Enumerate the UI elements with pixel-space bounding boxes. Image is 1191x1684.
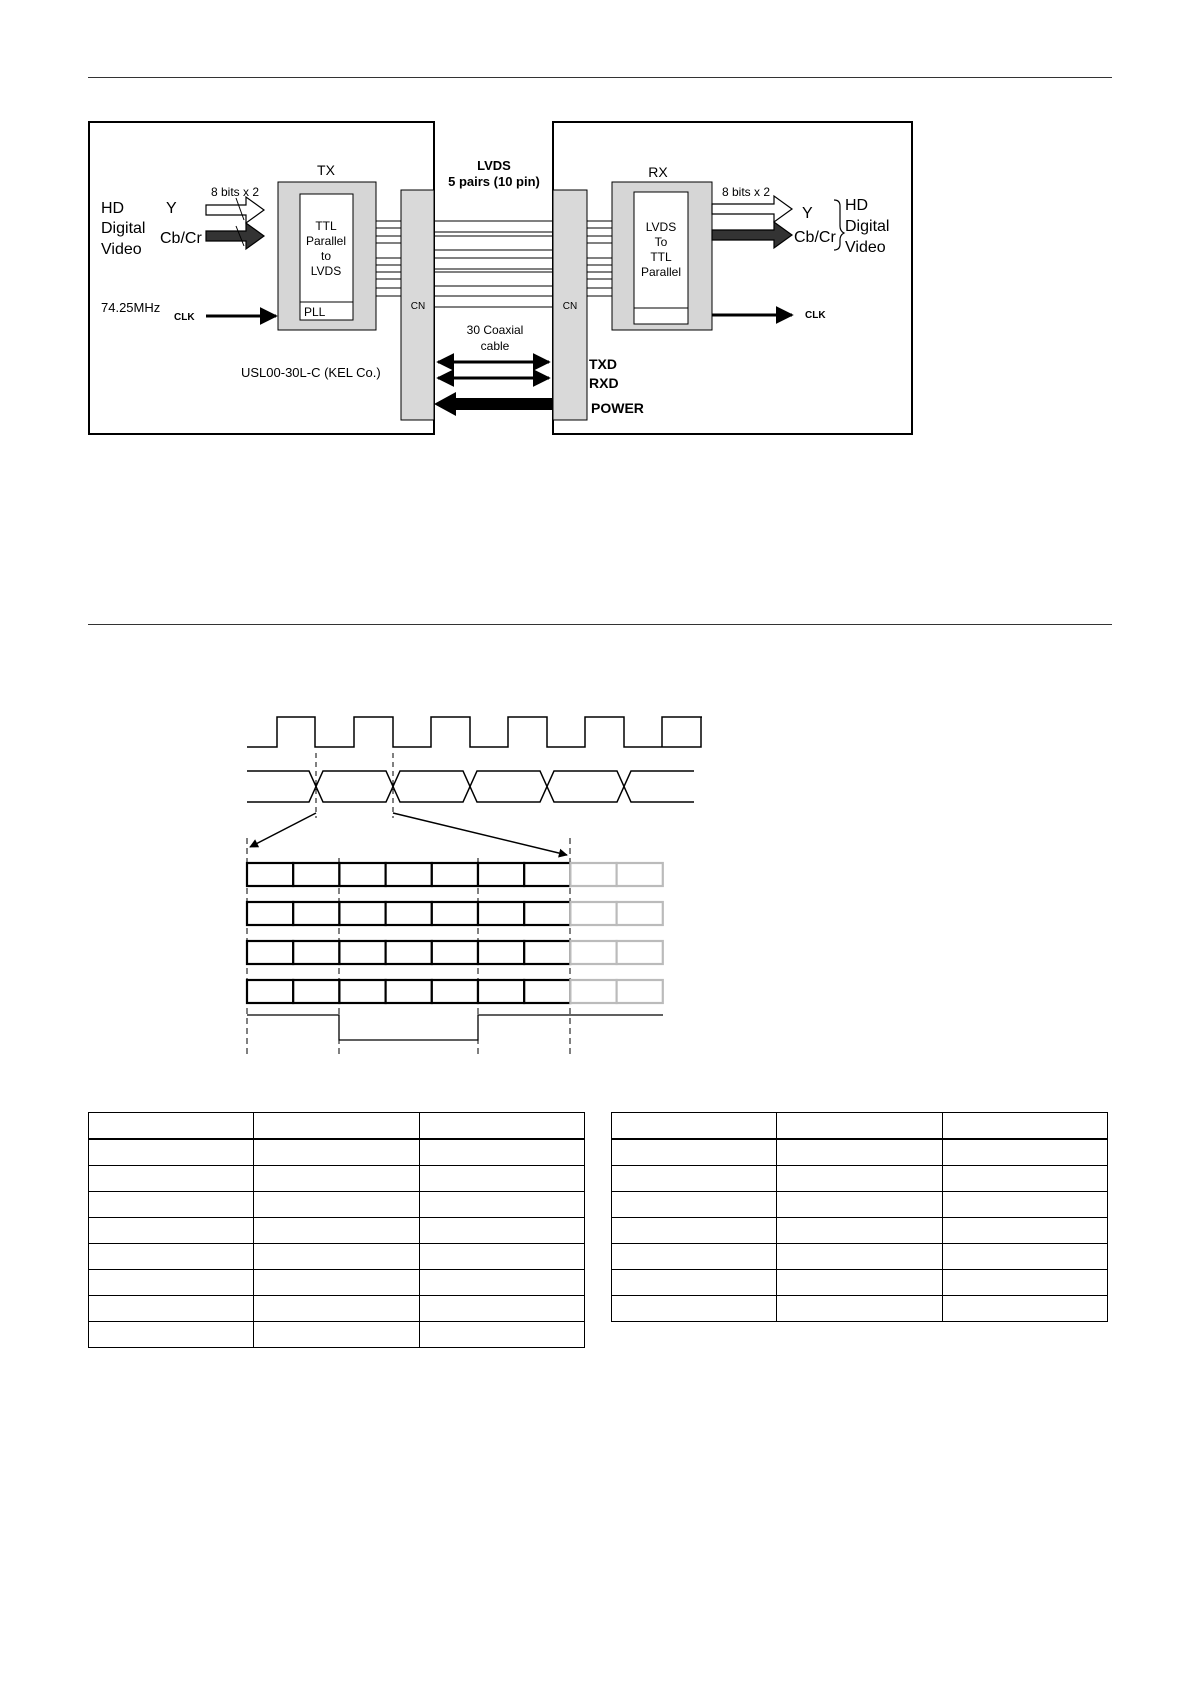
table-row <box>89 1218 585 1244</box>
table-row <box>612 1296 1108 1322</box>
rx-title: RX <box>648 164 668 180</box>
power-label: POWER <box>591 400 644 416</box>
lane-1-bit-6 <box>478 863 524 886</box>
table-cell <box>254 1270 419 1296</box>
output-bits-label: 8 bits x 2 <box>721 185 771 199</box>
table-row <box>89 1113 585 1140</box>
lane-4-faded-bit-2 <box>617 980 663 1003</box>
lane-1-bit-7 <box>524 863 570 886</box>
table-cell <box>942 1166 1107 1192</box>
table-cell <box>89 1166 254 1192</box>
lane-1-bit-2 <box>293 863 339 886</box>
table-cell <box>419 1244 584 1270</box>
table-cell <box>419 1322 584 1348</box>
table-row <box>612 1218 1108 1244</box>
table-cell <box>254 1244 419 1270</box>
tx-chip-line-3: to <box>320 249 332 263</box>
lane-1-bit-3 <box>339 863 385 886</box>
tx-chip-line-4: LVDS <box>310 264 342 278</box>
table-cell <box>419 1192 584 1218</box>
hd-left-line-3: Video <box>101 241 142 258</box>
cbcr-left-label: Cb/Cr <box>160 230 202 247</box>
lane-2-bit-6 <box>478 902 524 925</box>
lane-2-bit-2 <box>293 902 339 925</box>
pll-label: PLL <box>304 305 326 319</box>
hd-right-line-3: Video <box>845 239 886 256</box>
table-cell <box>89 1139 254 1166</box>
lane-4-bit-6 <box>478 980 524 1003</box>
expand-arrow-right <box>393 813 567 855</box>
lane-1-faded-bit-2 <box>617 863 663 886</box>
lane-1-bit-5 <box>432 863 478 886</box>
lane-3-bit-3 <box>339 941 385 964</box>
freq-label: 74.25MHz <box>101 300 161 315</box>
data-waveform-lower <box>247 771 694 802</box>
lane-3-bit-1 <box>247 941 293 964</box>
table-cell <box>942 1244 1107 1270</box>
table-row <box>89 1322 585 1348</box>
table-cell <box>777 1166 942 1192</box>
table-row <box>612 1192 1108 1218</box>
frame-clock-waveform <box>247 1015 663 1040</box>
connector-label: USL00-30L-C (KEL Co.) <box>241 365 381 380</box>
lane-2-bit-4 <box>386 902 432 925</box>
table-cell <box>89 1218 254 1244</box>
clk-in-label: CLK <box>174 312 195 323</box>
table-cell <box>777 1270 942 1296</box>
table-cell <box>612 1166 777 1192</box>
hd-left-line-2: Digital <box>101 220 146 237</box>
table-cell <box>89 1296 254 1322</box>
lane-2-bit-3 <box>339 902 385 925</box>
lane-3-faded-bit-2 <box>617 941 663 964</box>
lane-4-bit-1 <box>247 980 293 1003</box>
lvds-label: LVDS <box>477 158 511 173</box>
lane-4-bit-2 <box>293 980 339 1003</box>
expand-arrow-left <box>250 813 316 847</box>
table-cell <box>419 1139 584 1166</box>
left-table <box>88 1112 585 1348</box>
lane-4-bit-3 <box>339 980 385 1003</box>
table-cell <box>612 1296 777 1322</box>
lane-2-bit-5 <box>432 902 478 925</box>
table-row <box>89 1139 585 1166</box>
lane-1-bit-4 <box>386 863 432 886</box>
y-left-label: Y <box>166 200 177 217</box>
table-cell <box>777 1139 942 1166</box>
table-cell <box>942 1296 1107 1322</box>
table-cell <box>942 1139 1107 1166</box>
table-cell <box>89 1192 254 1218</box>
table-cell <box>419 1270 584 1296</box>
table-cell <box>612 1244 777 1270</box>
table-cell <box>942 1192 1107 1218</box>
right-table <box>611 1112 1108 1322</box>
table-row <box>89 1244 585 1270</box>
hd-left-line-1: HD <box>101 200 125 217</box>
hd-right-line-2: Digital <box>845 218 890 235</box>
rx-chip-line-3: TTL <box>650 250 672 264</box>
lane-2-bit-7 <box>524 902 570 925</box>
coax-label-1: 30 Coaxial <box>466 323 524 337</box>
lane-4-bit-7 <box>524 980 570 1003</box>
table-cell <box>612 1270 777 1296</box>
lane-3-bit-5 <box>432 941 478 964</box>
table-row <box>89 1296 585 1322</box>
table-cell <box>419 1218 584 1244</box>
table-row <box>89 1270 585 1296</box>
lane-4-bit-4 <box>386 980 432 1003</box>
table-cell <box>612 1113 777 1140</box>
table-cell <box>254 1296 419 1322</box>
table-cell <box>254 1218 419 1244</box>
table-cell <box>254 1139 419 1166</box>
lane-4-faded-bit-1 <box>570 980 616 1003</box>
table-cell <box>777 1113 942 1140</box>
lane-3-bit-6 <box>478 941 524 964</box>
cn-right-label: CN <box>562 301 578 312</box>
table-cell <box>254 1192 419 1218</box>
cn-left-label: CN <box>410 301 426 312</box>
table-cell <box>777 1192 942 1218</box>
table-cell <box>942 1113 1107 1140</box>
table-cell <box>942 1218 1107 1244</box>
clock-waveform <box>247 717 702 747</box>
lvds-pairs-label: 5 pairs (10 pin) <box>448 174 540 189</box>
table-cell <box>254 1113 419 1140</box>
table-cell <box>89 1270 254 1296</box>
tx-chip-line-1: TTL <box>315 219 337 233</box>
table-row <box>612 1270 1108 1296</box>
table-row <box>89 1192 585 1218</box>
lane-1-bit-1 <box>247 863 293 886</box>
lane-1-faded-bit-1 <box>570 863 616 886</box>
table-row <box>89 1166 585 1192</box>
lane-3-bit-2 <box>293 941 339 964</box>
table-cell <box>254 1322 419 1348</box>
cbcr-right-label: Cb/Cr <box>794 229 836 246</box>
table-cell <box>777 1296 942 1322</box>
table-cell <box>89 1244 254 1270</box>
rx-chip-line-4: Parallel <box>640 265 682 279</box>
table-cell <box>777 1218 942 1244</box>
table-cell <box>419 1113 584 1140</box>
table-row <box>612 1244 1108 1270</box>
lane-4-bit-5 <box>432 980 478 1003</box>
table-row <box>612 1113 1108 1140</box>
clk-out-label: CLK <box>805 310 826 321</box>
rx-chip-line-2: To <box>654 235 668 249</box>
coax-label-2: cable <box>480 339 510 353</box>
table-cell <box>612 1218 777 1244</box>
y-right-label: Y <box>802 205 813 222</box>
table-cell <box>89 1113 254 1140</box>
table-cell <box>942 1270 1107 1296</box>
table-row <box>612 1139 1108 1166</box>
lane-2-faded-bit-2 <box>617 902 663 925</box>
table-cell <box>419 1166 584 1192</box>
lane-3-bit-4 <box>386 941 432 964</box>
table-cell <box>612 1192 777 1218</box>
lane-3-bit-7 <box>524 941 570 964</box>
lane-2-bit-1 <box>247 902 293 925</box>
lane-2-faded-bit-1 <box>570 902 616 925</box>
rx-chip-line-1: LVDS <box>645 220 677 234</box>
table-row <box>612 1166 1108 1192</box>
tx-title: TX <box>317 162 335 178</box>
table-cell <box>89 1322 254 1348</box>
tx-chip-line-2: Parallel <box>305 234 347 248</box>
hd-right-line-1: HD <box>845 197 869 214</box>
table-cell <box>777 1244 942 1270</box>
rxd-label: RXD <box>589 375 619 391</box>
txd-label: TXD <box>589 356 617 372</box>
table-cell <box>612 1139 777 1166</box>
table-cell <box>254 1166 419 1192</box>
input-bits-label: 8 bits x 2 <box>210 185 260 199</box>
lane-3-faded-bit-1 <box>570 941 616 964</box>
table-cell <box>419 1296 584 1322</box>
